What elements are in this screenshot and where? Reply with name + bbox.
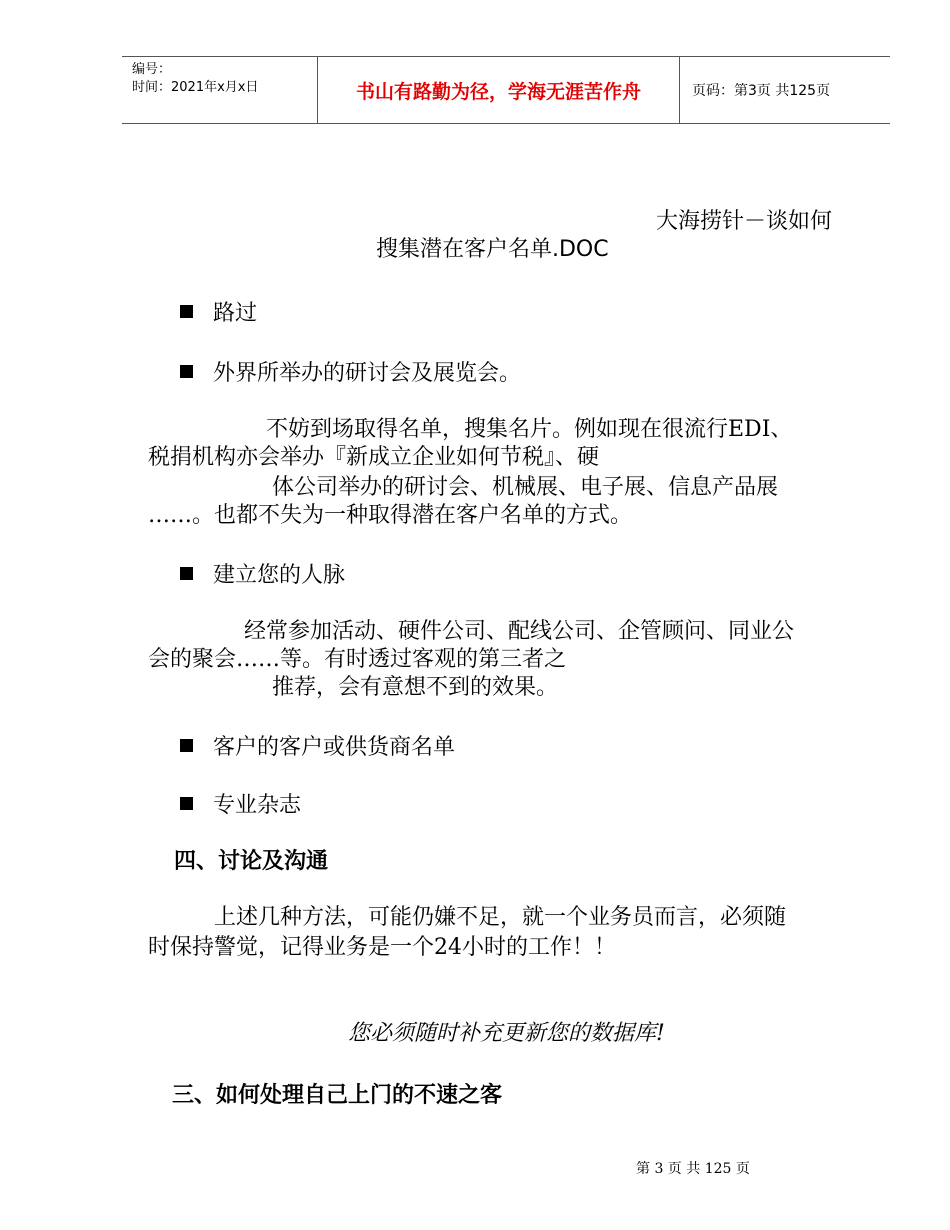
doc-title-line2: 搜集潜在客户名单.DOC [376, 237, 609, 262]
bullet-text: 建立您的人脉 [213, 563, 346, 588]
para1-line: 体公司举办的研讨会、机械展、电子展、信息产品展 [272, 475, 779, 500]
doc-title-line1: 大海捞针－谈如何 [656, 209, 833, 234]
section-heading: 三、如何处理自己上门的不速之客 [172, 1083, 503, 1108]
bullet-item [180, 730, 455, 761]
page-header [122, 56, 890, 124]
bullet-text: 外界所举办的研讨会及展览会。 [213, 361, 522, 386]
square-bullet-icon [180, 305, 193, 318]
bullet-item [180, 356, 521, 387]
para2-line: 推荐，会有意想不到的效果。 [272, 675, 559, 700]
para1-line: ……。也都不失为一种取得潜在客户名单的方式。 [148, 503, 633, 528]
square-bullet-icon [180, 739, 193, 752]
header-page-info: 页码：第3页 共125页 [692, 83, 831, 99]
header-motto: 书山有路勤为径，学海无涯苦作舟 [318, 57, 680, 123]
para2-line: 会的聚会……等。有时透过客观的第三者之 [148, 647, 567, 672]
section4-line: 上述几种方法，可能仍嫌不足，就一个业务员而言，必须随 [214, 905, 787, 930]
bullet-item [180, 558, 345, 589]
emphasis-line: 您必须随时补充更新您的数据库! [348, 1021, 665, 1046]
bullet-text: 客户的客户或供货商名单 [213, 735, 456, 760]
bullet-item [180, 296, 257, 327]
header-meta [122, 57, 318, 123]
para1-line: 税捐机构亦会举办『新成立企业如何节税』、硬 [148, 445, 600, 470]
bullet-text: 专业杂志 [213, 793, 302, 818]
para2-line: 经常参加活动、硬件公司、配线公司、企管顾问、同业公 [244, 619, 795, 644]
bullet-item [180, 788, 301, 819]
section-heading: 四、讨论及沟通 [174, 849, 329, 874]
para1-line: 不妨到场取得名单，搜集名片。例如现在很流行EDI、 [266, 417, 793, 442]
page-footer: 第 3 页 共 125 页 [636, 1161, 750, 1177]
header-serial: 编号： [132, 62, 172, 77]
section4-line: 时保持警觉，记得业务是一个24小时的工作！！ [148, 935, 616, 960]
square-bullet-icon [180, 797, 193, 810]
square-bullet-icon [180, 365, 193, 378]
header-date: 时间：2021年x月x日 [132, 80, 259, 95]
bullet-text: 路过 [213, 301, 258, 326]
square-bullet-icon [180, 567, 193, 580]
